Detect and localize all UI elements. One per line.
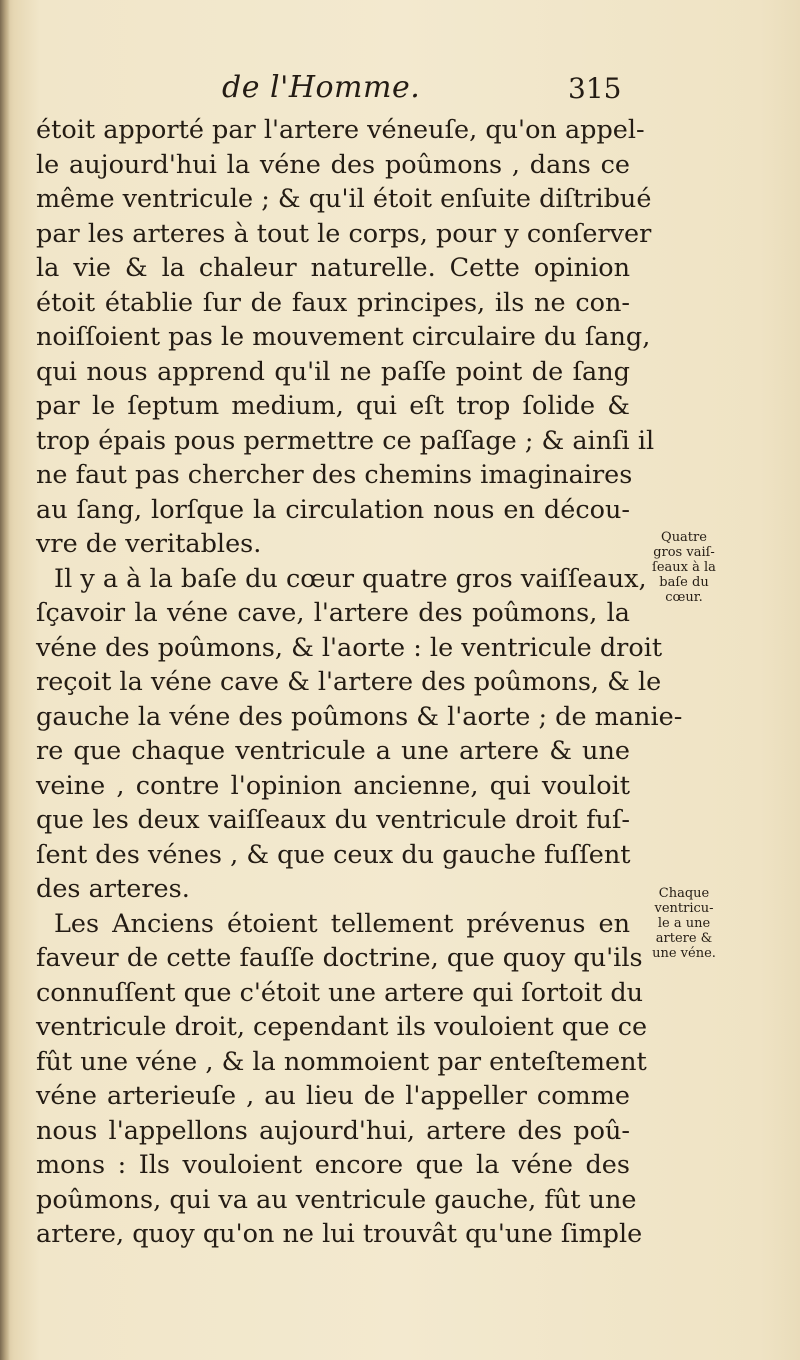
page-number: 315 <box>568 72 622 105</box>
text-line: ſçavoir la véne cave, l'artere des poûmons, la <box>36 598 630 628</box>
text-line: vre de veritables. <box>36 529 262 559</box>
text-line: trop épais pous permettre ce paſſage ; & ainſi il <box>36 425 655 456</box>
marginal-note-each-ventricle <box>634 886 734 961</box>
running-head: de l'Homme. <box>222 70 421 105</box>
text-line: véne des poûmons, & l'aorte : le ventricule droit <box>36 632 663 663</box>
text-line: faveur de cette fauſſe doctrine, que quoy qu'ils <box>36 943 643 973</box>
paragraph-2 <box>36 562 683 907</box>
marginal-line: cœur. <box>665 590 703 605</box>
page-spine-shadow <box>0 0 10 1360</box>
marginal-line: ſeaux à la <box>652 560 716 575</box>
text-line: Les Anciens étoient tellement prévenus en <box>54 908 630 939</box>
text-line: artere, quoy qu'on ne lui trouvât qu'une ſimple <box>36 1219 643 1249</box>
marginal-line: gros vaiſ- <box>653 545 715 560</box>
body-text <box>36 113 683 1252</box>
text-line: même ventricule ; & qu'il étoit enſuite diſtribué <box>36 184 652 214</box>
marginal-line: une véne. <box>652 946 716 961</box>
text-line: au ſang, lorſque la circulation nous en décou- <box>36 494 630 525</box>
text-line: ne faut pas chercher des chemins imaginaires <box>36 460 633 490</box>
text-line: re que chaque ventricule a une artere & une <box>36 736 630 766</box>
text-line: nous l'appellons aujourd'hui, artere des poû- <box>36 1115 630 1146</box>
text-line: poûmons, qui va au ventricule gauche, fût une <box>36 1184 637 1215</box>
text-line: par les arteres à tout le corps, pour y conſerver <box>36 218 652 249</box>
paragraph-1 <box>36 113 655 562</box>
text-line: ventricule droit, cependant ils vouloient que ce <box>36 1012 648 1042</box>
text-line: connuſſent que c'étoit une artere qui ſortoit du <box>36 977 644 1008</box>
text-line: étoit établie ſur de faux principes, ils ne con- <box>36 287 630 318</box>
text-line: le aujourd'hui la véne des poûmons , dans ce <box>36 149 630 180</box>
marginal-note-four-vessels <box>634 530 734 605</box>
text-line: veine , contre l'opinion ancienne, qui vouloit <box>36 770 630 801</box>
text-line: par le ſeptum medium, qui eſt trop ſolide & <box>36 391 630 421</box>
text-line: véne arterieuſe , au lieu de l'appeller comme <box>36 1081 630 1111</box>
text-line: que les deux vaiſſeaux du ventricule droit fuſ- <box>36 805 630 835</box>
text-line: noiſſoient pas le mouvement circulaire du ſang, <box>36 322 651 352</box>
marginal-line: Quatre <box>661 530 707 545</box>
paragraph-3 <box>36 907 648 1252</box>
marginal-line: artere & <box>655 931 713 946</box>
text-line: mons : Ils vouloient encore que la véne des <box>36 1150 630 1180</box>
marginal-line: Chaque <box>658 886 710 901</box>
text-line: reçoit la véne cave & l'artere des poûmons, & le <box>36 667 662 697</box>
text-line: ſent des vénes , & que ceux du gauche fuſſent <box>36 839 631 870</box>
marginal-line: ventricu- <box>654 901 714 916</box>
text-line: étoit apporté par l'artere véneuſe, qu'on appel- <box>36 115 645 145</box>
text-line: des arteres. <box>36 874 190 904</box>
text-line: fût une véne , & la nommoient par enteſtement <box>36 1046 647 1077</box>
text-line: Il y a à la baſe du cœur quatre gros vaiſſeaux, <box>54 563 647 594</box>
text-line: la vie & la chaleur naturelle. Cette opinion <box>36 253 630 283</box>
page-header <box>0 68 800 114</box>
marginal-line: baſe du <box>659 575 709 590</box>
text-line: qui nous apprend qu'il ne paſſe point de ſang <box>36 356 630 387</box>
marginal-line: le a une <box>657 916 711 931</box>
text-line: gauche la véne des poûmons & l'aorte ; de manie- <box>36 701 683 732</box>
